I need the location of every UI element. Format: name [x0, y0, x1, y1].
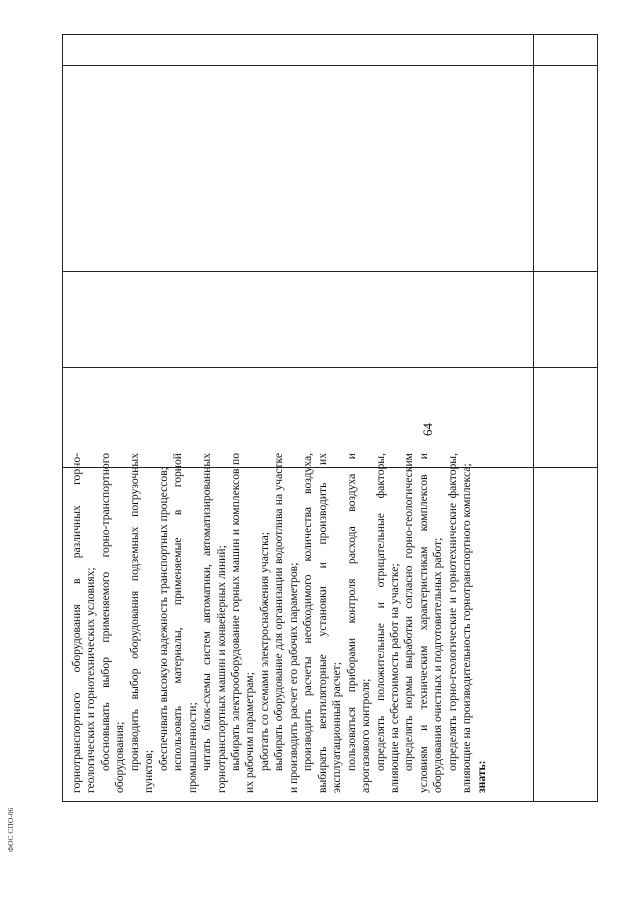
- row-divider: [63, 65, 597, 66]
- skill-line: пользоваться приборами контроля расхода воздуха и аэрогазового контроля;: [344, 453, 373, 793]
- skill-line: производить выбор оборудования подземных погрузочных пунктов;: [127, 453, 156, 793]
- skill-line: работать со схемами электроснабжения участка;: [257, 532, 271, 771]
- row-divider: [63, 367, 597, 368]
- skill-line: определять положительные и отрицательные факторы, влияющие на себестоимость работ на участке;: [373, 453, 401, 793]
- skill-line: производить расчеты необходимого количества воздуха, выбирать вентиляторные установки и производить их эксплуатационный расчет;: [301, 453, 344, 793]
- section-heading: знать:: [474, 760, 488, 793]
- skill-line: обосновывать выбор применяемого горно-транспортного оборудования;: [98, 453, 127, 793]
- skills-cell: [68, 450, 567, 796]
- skill-line: определять нормы выработки согласно горно-геологическим условиям и техническим характеристикам комплексов и оборудования очистных и подготовительных работ;: [402, 453, 445, 793]
- skill-line: читать блок-схемы систем автоматики, автоматизированных горнотранспортных машин и конвейерных линий;: [200, 453, 228, 793]
- skill-line: определять горно-геологические и горнотехнические факторы, влияющие на производительность горнотранспортного комплекса;: [445, 453, 474, 793]
- skill-line: использовать материалы, применяемые в горной промышленности;: [171, 453, 199, 793]
- row-divider: [63, 271, 597, 272]
- skill-line: обеспечивать высокую надежность транспортных процессов;: [156, 467, 170, 771]
- skill-line: выбирать электрооборудование горных машин и комплексов по их рабочим параметрам;: [228, 453, 257, 793]
- skill-line: горнотранспортного оборудования в различных горно-геологических и горнотехнических условиях;: [70, 453, 98, 793]
- skill-line: выбирать оборудование для организации водоотлива на участке и производить расчет его рабочих параметров;: [272, 453, 300, 793]
